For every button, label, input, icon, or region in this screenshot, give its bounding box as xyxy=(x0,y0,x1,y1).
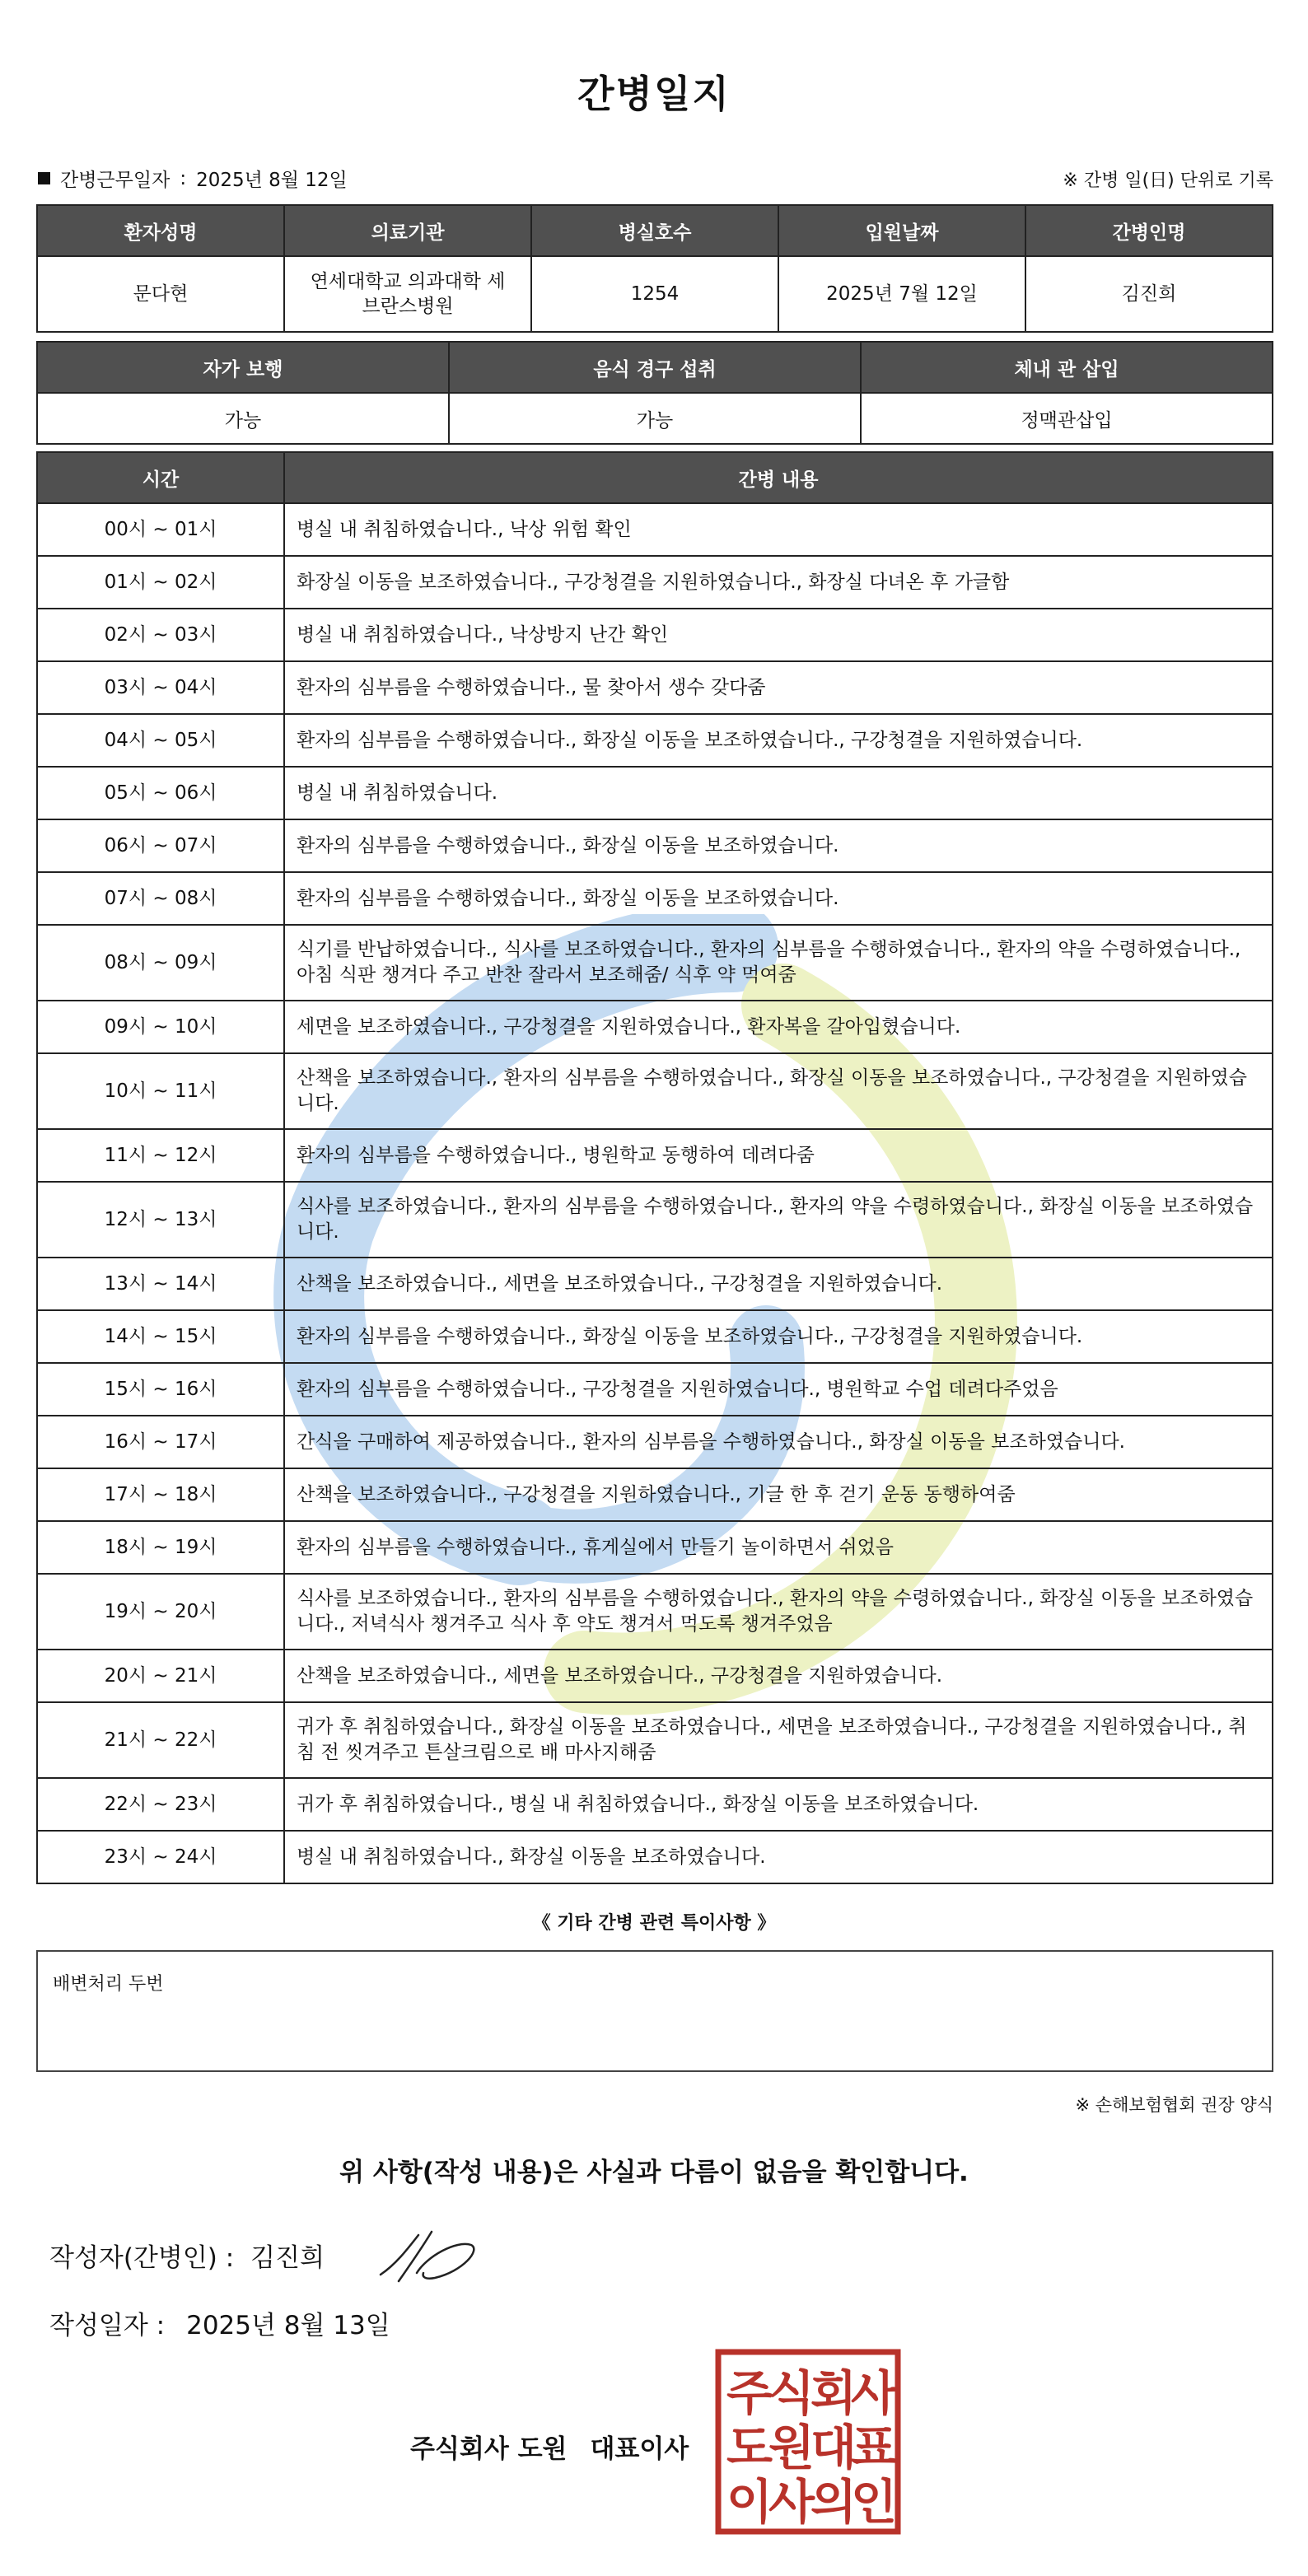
log-time: 11시 ~ 12시 xyxy=(37,1129,284,1182)
log-content: 세면을 보조하였습니다., 구강청결을 지원하였습니다., 환자복을 갈아입혔습니다. xyxy=(284,1001,1273,1053)
log-content: 환자의 심부름을 수행하였습니다., 화장실 이동을 보조하였습니다. xyxy=(284,819,1273,872)
caregiver-name: 김진희 xyxy=(1025,256,1273,332)
header-time: 시간 xyxy=(37,452,284,503)
table-row xyxy=(37,1363,1273,1416)
header-oral-intake: 음식 경구 섭취 xyxy=(449,342,861,393)
log-time: 18시 ~ 19시 xyxy=(37,1521,284,1574)
room-number: 1254 xyxy=(531,256,778,332)
ceo-title: 대표이사 xyxy=(590,2434,689,2464)
work-date-separator: : xyxy=(180,167,187,189)
table-row xyxy=(37,1310,1273,1363)
log-time: 15시 ~ 16시 xyxy=(37,1363,284,1416)
log-content: 환자의 심부름을 수행하였습니다., 화장실 이동을 보조하였습니다., 구강청결을 지원하였습니다. xyxy=(284,714,1273,767)
unit-note: ※ 간병 일(日) 단위로 기록 xyxy=(1063,170,1273,191)
svg-text:사: 사 xyxy=(768,2474,815,2530)
table-row xyxy=(37,1258,1273,1310)
log-time: 02시 ~ 03시 xyxy=(37,609,284,661)
header-hospital: 의료기관 xyxy=(284,205,531,256)
log-time: 00시 ~ 01시 xyxy=(37,503,284,556)
log-time: 07시 ~ 08시 xyxy=(37,872,284,925)
company-name: 주식회사 도원 xyxy=(410,2434,568,2464)
self-walking: 가능 xyxy=(37,393,449,444)
log-time: 17시 ~ 18시 xyxy=(37,1468,284,1521)
log-content: 산책을 보조하였습니다., 환자의 심부름을 수행하였습니다., 화장실 이동을 보조하였습니다., 구강청결을 지원하였습니다. xyxy=(284,1053,1273,1129)
log-content: 귀가 후 취침하였습니다., 화장실 이동을 보조하였습니다., 세면을 보조하였습니다., 구강청결을 지원하였습니다., 취침 전 씻겨주고 튼살크림으로 배 마사지해줌 xyxy=(284,1702,1273,1778)
log-time: 12시 ~ 13시 xyxy=(37,1182,284,1258)
table-row xyxy=(37,714,1273,767)
log-content: 환자의 심부름을 수행하였습니다., 화장실 이동을 보조하였습니다., 구강청결을 지원하였습니다. xyxy=(284,1310,1273,1363)
patient-name: 문다현 xyxy=(37,256,284,332)
log-content: 환자의 심부름을 수행하였습니다., 구강청결을 지원하였습니다., 병원학교 수업 데려다주었음 xyxy=(284,1363,1273,1416)
writer-line xyxy=(49,2237,325,2274)
table-row xyxy=(37,1468,1273,1521)
log-time: 06시 ~ 07시 xyxy=(37,819,284,872)
header-tube-insertion: 체내 관 삽입 xyxy=(861,342,1273,393)
log-content: 병실 내 취침하였습니다., 낙상방지 난간 확인 xyxy=(284,609,1273,661)
log-time: 05시 ~ 06시 xyxy=(37,767,284,819)
signature-image xyxy=(374,2224,481,2289)
log-content: 병실 내 취침하였습니다. xyxy=(284,767,1273,819)
log-time: 09시 ~ 10시 xyxy=(37,1001,284,1053)
svg-text:원: 원 xyxy=(768,2420,815,2476)
written-date-line xyxy=(49,2304,390,2341)
log-time: 08시 ~ 09시 xyxy=(37,925,284,1001)
header-admission-date: 입원날짜 xyxy=(778,205,1025,256)
writer-label: 작성자(간병인) : xyxy=(49,2243,235,2273)
table-row xyxy=(37,1416,1273,1468)
log-content: 환자의 심부름을 수행하였습니다., 병원학교 동행하여 데려다줌 xyxy=(284,1129,1273,1182)
header-caregiver-name: 간병인명 xyxy=(1025,205,1273,256)
table-row xyxy=(37,1129,1273,1182)
svg-text:이: 이 xyxy=(726,2474,773,2530)
header-room-number: 병실호수 xyxy=(531,205,778,256)
log-time: 23시 ~ 24시 xyxy=(37,1831,284,1883)
log-content: 식사를 보조하였습니다., 환자의 심부름을 수행하였습니다., 환자의 약을 수령하였습니다., 화장실 이동을 보조하였습니다. xyxy=(284,1182,1273,1258)
log-content: 산책을 보조하였습니다., 세면을 보조하였습니다., 구강청결을 지원하였습니다. xyxy=(284,1650,1273,1702)
table-row xyxy=(37,393,1273,444)
hospital: 연세대학교 의과대학 세브란스병원 xyxy=(284,256,531,332)
log-content: 환자의 심부름을 수행하였습니다., 화장실 이동을 보조하였습니다. xyxy=(284,872,1273,925)
table-header-row xyxy=(37,205,1273,256)
log-time: 14시 ~ 15시 xyxy=(37,1310,284,1363)
work-date-label: 간병근무일자 xyxy=(60,170,171,191)
log-content: 식사를 보조하였습니다., 환자의 심부름을 수행하였습니다., 환자의 약을 수령하였습니다., 화장실 이동을 보조하였습니다., 저녁식사 챙겨주고 식사 후 약도 챙겨서 먹도록 챙겨주었음 xyxy=(284,1574,1273,1650)
table-row xyxy=(37,556,1273,609)
log-time: 19시 ~ 20시 xyxy=(37,1574,284,1650)
work-date-value: 2025년 8월 12일 xyxy=(196,170,348,191)
svg-text:주: 주 xyxy=(726,2365,773,2421)
table-row xyxy=(37,1053,1273,1129)
status-info-table xyxy=(36,341,1273,445)
log-time: 16시 ~ 17시 xyxy=(37,1416,284,1468)
table-header-row xyxy=(37,342,1273,393)
svg-text:대: 대 xyxy=(810,2420,857,2476)
log-time: 04시 ~ 05시 xyxy=(37,714,284,767)
log-content: 산책을 보조하였습니다., 세면을 보조하였습니다., 구강청결을 지원하였습니다. xyxy=(284,1258,1273,1310)
svg-text:회: 회 xyxy=(810,2365,857,2421)
log-content: 산책을 보조하였습니다., 구강청결을 지원하였습니다., 기글 한 후 걷기 운동 동행하여줌 xyxy=(284,1468,1273,1521)
log-time: 20시 ~ 21시 xyxy=(37,1650,284,1702)
table-row xyxy=(37,767,1273,819)
writer-name: 김진희 xyxy=(250,2243,325,2273)
log-content: 병실 내 취침하였습니다., 낙상 위험 확인 xyxy=(284,503,1273,556)
log-content: 병실 내 취침하였습니다., 화장실 이동을 보조하였습니다. xyxy=(284,1831,1273,1883)
form-note: ※ 손해보험협회 권장 양식 xyxy=(1075,2095,1273,2115)
confirmation-statement: 위 사항(작성 내용)은 사실과 다름이 없음을 확인합니다. xyxy=(339,2158,969,2187)
patient-info-table xyxy=(36,204,1273,333)
notes-box xyxy=(36,1950,1273,2072)
svg-text:의: 의 xyxy=(810,2474,857,2530)
table-row xyxy=(37,1182,1273,1258)
svg-text:식: 식 xyxy=(768,2365,815,2421)
oral-intake: 가능 xyxy=(449,393,861,444)
log-content: 간식을 구매하여 제공하였습니다., 환자의 심부름을 수행하였습니다., 화장실 이동을 보조하였습니다. xyxy=(284,1416,1273,1468)
table-row xyxy=(37,1831,1273,1883)
table-header-row xyxy=(37,452,1273,503)
company-line xyxy=(410,2428,689,2465)
table-row xyxy=(37,1778,1273,1831)
header-patient-name: 환자성명 xyxy=(37,205,284,256)
square-bullet-icon xyxy=(38,172,50,184)
notes-text: 배변처리 두번 xyxy=(53,1974,164,1995)
table-row xyxy=(37,609,1273,661)
svg-text:사: 사 xyxy=(850,2365,898,2421)
written-date-label: 작성일자 : xyxy=(49,2311,166,2340)
work-date xyxy=(38,165,348,192)
log-time: 01시 ~ 02시 xyxy=(37,556,284,609)
table-row xyxy=(37,1650,1273,1702)
header-care-content: 간병 내용 xyxy=(284,452,1273,503)
log-time: 22시 ~ 23시 xyxy=(37,1778,284,1831)
log-time: 03시 ~ 04시 xyxy=(37,661,284,714)
written-date-value: 2025년 8월 13일 xyxy=(186,2311,390,2340)
table-row xyxy=(37,1521,1273,1574)
table-row xyxy=(37,872,1273,925)
log-time: 21시 ~ 22시 xyxy=(37,1702,284,1778)
log-content: 환자의 심부름을 수행하였습니다., 휴게실에서 만들기 놀이하면서 쉬었음 xyxy=(284,1521,1273,1574)
table-row xyxy=(37,819,1273,872)
table-row xyxy=(37,1574,1273,1650)
table-row xyxy=(37,1702,1273,1778)
admission-date: 2025년 7월 12일 xyxy=(778,256,1025,332)
svg-text:표: 표 xyxy=(850,2420,898,2476)
care-log-table xyxy=(36,451,1273,1884)
table-row xyxy=(37,1001,1273,1053)
log-content: 귀가 후 취침하였습니다., 병실 내 취침하였습니다., 화장실 이동을 보조하였습니다. xyxy=(284,1778,1273,1831)
svg-text:인: 인 xyxy=(850,2474,898,2530)
log-content: 화장실 이동을 보조하였습니다., 구강청결을 지원하였습니다., 화장실 다녀온 후 가글함 xyxy=(284,556,1273,609)
page-title: 간병일지 xyxy=(577,72,731,116)
log-time: 10시 ~ 11시 xyxy=(37,1053,284,1129)
table-row xyxy=(37,503,1273,556)
tube-insertion: 정맥관삽입 xyxy=(861,393,1273,444)
log-content: 환자의 심부름을 수행하였습니다., 물 찾아서 생수 갖다줌 xyxy=(284,661,1273,714)
company-seal-stamp xyxy=(713,2347,903,2536)
table-row xyxy=(37,256,1273,332)
table-row xyxy=(37,925,1273,1001)
log-time: 13시 ~ 14시 xyxy=(37,1258,284,1310)
table-row xyxy=(37,661,1273,714)
svg-text:도: 도 xyxy=(726,2420,773,2476)
notes-title: 《 기타 간병 관련 특이사항 》 xyxy=(532,1913,776,1934)
header-self-walking: 자가 보행 xyxy=(37,342,449,393)
log-content: 식기를 반납하였습니다., 식사를 보조하였습니다., 환자의 심부름을 수행하였습니다., 환자의 약을 수령하였습니다., 아침 식판 챙겨다 주고 반찬 잘라서 보조해줌/ 식후 약 먹여줌 xyxy=(284,925,1273,1001)
